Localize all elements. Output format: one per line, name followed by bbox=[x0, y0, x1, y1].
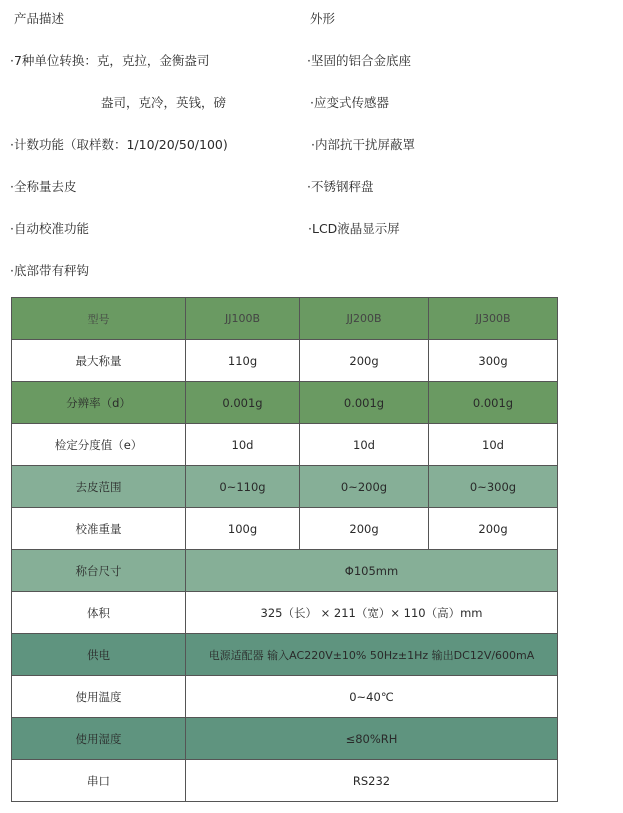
feature-auto-calibration: ·自动校准功能 bbox=[10, 221, 89, 236]
table-header-row bbox=[12, 298, 558, 340]
header-model: JJ200B bbox=[300, 298, 429, 340]
row-value: 10d bbox=[186, 424, 300, 466]
header-model: JJ100B bbox=[186, 298, 300, 340]
row-value: 300g bbox=[429, 340, 558, 382]
row-value: 0.001g bbox=[300, 382, 429, 424]
table-row bbox=[12, 340, 558, 382]
row-label: 串口 bbox=[12, 760, 186, 802]
appearance-sensor: ·应变式传感器 bbox=[310, 95, 389, 110]
row-value: 100g bbox=[186, 508, 300, 550]
table-row bbox=[12, 676, 558, 718]
row-value: ≤80%RH bbox=[186, 718, 558, 760]
appearance-lcd: ·LCD液晶显示屏 bbox=[308, 221, 400, 236]
feature-unit-conversion-cont: 盎司，克冷，英钱，磅 bbox=[101, 95, 227, 110]
row-value: 0~40℃ bbox=[186, 676, 558, 718]
row-value: 325（长） × 211（宽）× 110（高）mm bbox=[186, 592, 558, 634]
table-row bbox=[12, 508, 558, 550]
table-row bbox=[12, 760, 558, 802]
row-label: 最大称量 bbox=[12, 340, 186, 382]
table-row bbox=[12, 718, 558, 760]
header-label: 型号 bbox=[12, 298, 186, 340]
row-value: 0.001g bbox=[186, 382, 300, 424]
row-label: 使用湿度 bbox=[12, 718, 186, 760]
row-value: 0.001g bbox=[429, 382, 558, 424]
table-row bbox=[12, 634, 558, 676]
row-value: RS232 bbox=[186, 760, 558, 802]
row-value: 10d bbox=[429, 424, 558, 466]
feature-tare: ·全称量去皮 bbox=[10, 179, 77, 194]
appearance-base: ·坚固的铝合金底座 bbox=[307, 53, 411, 68]
table-row bbox=[12, 592, 558, 634]
row-value: 0~110g bbox=[186, 466, 300, 508]
feature-counting: ·计数功能（取样数：1/10/20/50/100) bbox=[10, 137, 228, 152]
row-label: 供电 bbox=[12, 634, 186, 676]
appearance-shield: ·内部抗干扰屏蔽罩 bbox=[311, 137, 415, 152]
row-value: 200g bbox=[300, 340, 429, 382]
row-value: 110g bbox=[186, 340, 300, 382]
row-value: 200g bbox=[300, 508, 429, 550]
table-row bbox=[12, 382, 558, 424]
feature-hook: ·底部带有秤钩 bbox=[10, 263, 89, 278]
row-value: 电源适配器 输入AC220V±10% 50Hz±1Hz 输出DC12V/600mA bbox=[186, 634, 558, 676]
row-label: 校准重量 bbox=[12, 508, 186, 550]
row-label: 去皮范围 bbox=[12, 466, 186, 508]
row-label: 使用温度 bbox=[12, 676, 186, 718]
header-model: JJ300B bbox=[429, 298, 558, 340]
row-label: 称台尺寸 bbox=[12, 550, 186, 592]
table-row bbox=[12, 550, 558, 592]
row-value: 0~300g bbox=[429, 466, 558, 508]
row-value: Φ105mm bbox=[186, 550, 558, 592]
row-value: 200g bbox=[429, 508, 558, 550]
appearance-pan: ·不锈钢秤盘 bbox=[307, 179, 374, 194]
feature-unit-conversion: ·7种单位转换：克，克拉，金衡盎司 bbox=[10, 53, 210, 68]
product-description-title: 产品描述 bbox=[14, 11, 65, 26]
row-label: 检定分度值（e） bbox=[12, 424, 186, 466]
row-value: 10d bbox=[300, 424, 429, 466]
row-label: 分辨率（d） bbox=[12, 382, 186, 424]
table-row bbox=[12, 466, 558, 508]
table-row bbox=[12, 424, 558, 466]
appearance-title: 外形 bbox=[310, 11, 336, 26]
row-label: 体积 bbox=[12, 592, 186, 634]
row-value: 0~200g bbox=[300, 466, 429, 508]
spec-table bbox=[11, 297, 558, 802]
